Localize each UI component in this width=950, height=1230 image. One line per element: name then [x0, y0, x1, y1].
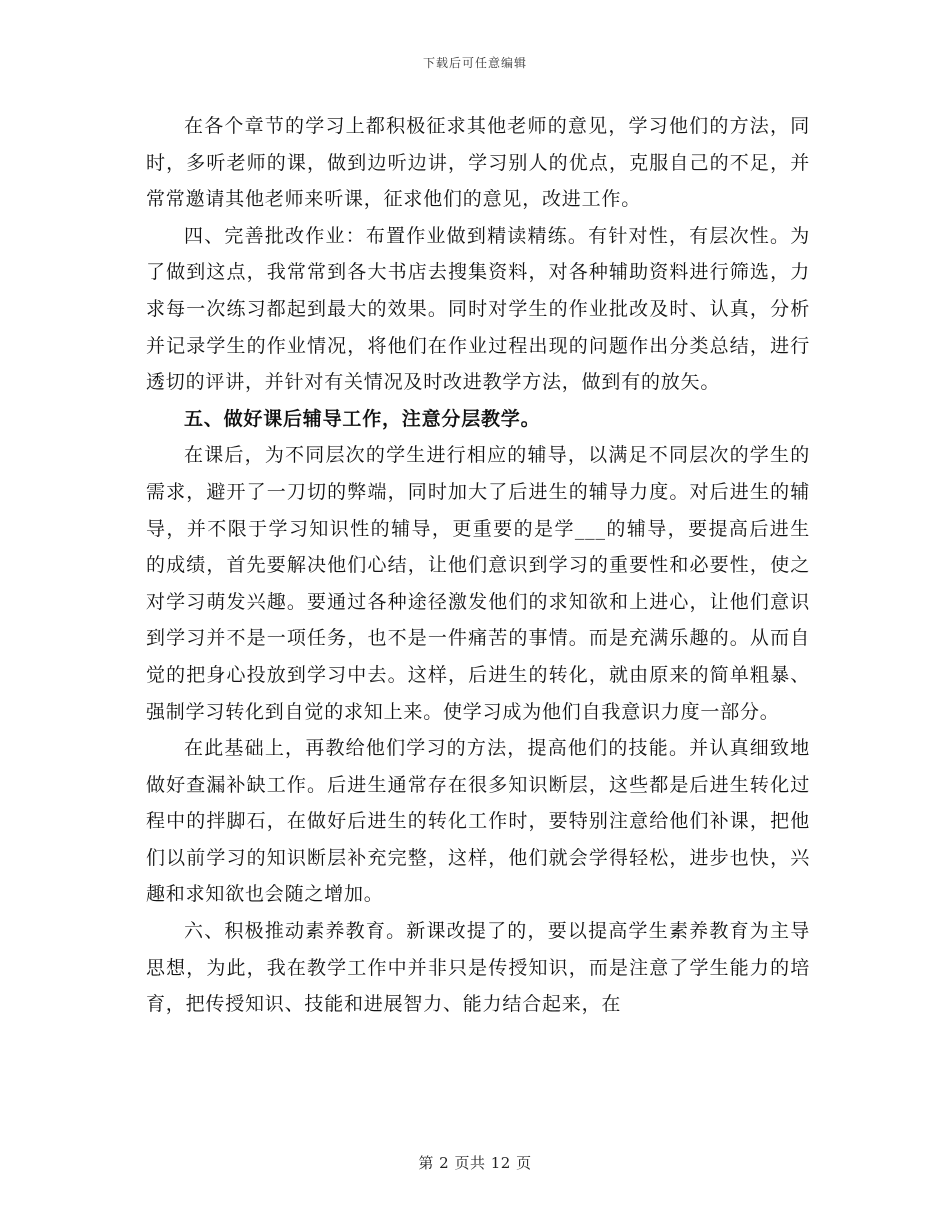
paragraph-after-class-tutoring: 在课后，为不同层次的学生进行相应的辅导，以满足不同层次的学生的需求，避开了一刀切的弊端，同时加大了后进生的辅导力度。对后进生的辅导，并不限于学习知识性的辅导，更重要的是学___的辅导，要提高后进生的成绩，首先要解决他们心结，让他们意识到学习的重要性和必要性，使之对学习萌发兴趣。要通过各种途径激发他们的求知欲和上进心，让他们意识到学习并不是一项任务，也不是一件痛苦的事情。而是充满乐趣的。从而自觉的把身心投放到学习中去。这样，后进生的转化，就由原来的简单粗暴、强制学习转化到自觉的求知上来。使学习成为他们自我意识力度一部分。	[146, 444, 810, 723]
paragraph-quality-education: 六、积极推动素养教育。新课改提了的，要以提高学生素养教育为主导思想，为此，我在教学工作中并非只是传授知识，而是注意了学生能力的培育，把传授知识、技能和进展智力、能力结合起来，在	[146, 920, 810, 1016]
document-body	[146, 108, 810, 1023]
page-number-footer: 第 2 页共 12 页	[418, 1154, 532, 1172]
paragraph-homework-correction: 四、完善批改作业：布置作业做到精读精练。有针对性，有层次性。为了做到这点，我常常到各大书店去搜集资料，对各种辅助资料进行筛选，力求每一次练习都起到最大的效果。同时对学生的作业批改及时、认真，分析并记录学生的作业情况，将他们在作业过程出现的问题作出分类总结，进行透切的评讲，并针对有关情况及时改进教学方法，做到有的放矢。	[146, 224, 810, 394]
section-heading-tutoring: 五、做好课后辅导工作，注意分层教学。	[184, 407, 541, 430]
page-header: 下载后可任意编辑	[422, 56, 527, 70]
paragraph-learning-from-colleagues: 在各个章节的学习上都积极征求其他老师的意见，学习他们的方法，同时，多听老师的课，做到边听边讲，学习别人的优点，克服自己的不足，并常常邀请其他老师来听课，征求他们的意见，改进工作。	[146, 115, 810, 211]
paragraph-learning-methods: 在此基础上，再教给他们学习的方法，提高他们的技能。并认真细致地做好查漏补缺工作。后进生通常存在很多知识断层，这些都是后进生转化过程中的拌脚石，在做好后进生的转化工作时，要特别注意给他们补课，把他们以前学习的知识断层补充完整，这样，他们就会学得轻松，进步也快，兴趣和求知欲也会随之增加。	[146, 737, 810, 906]
